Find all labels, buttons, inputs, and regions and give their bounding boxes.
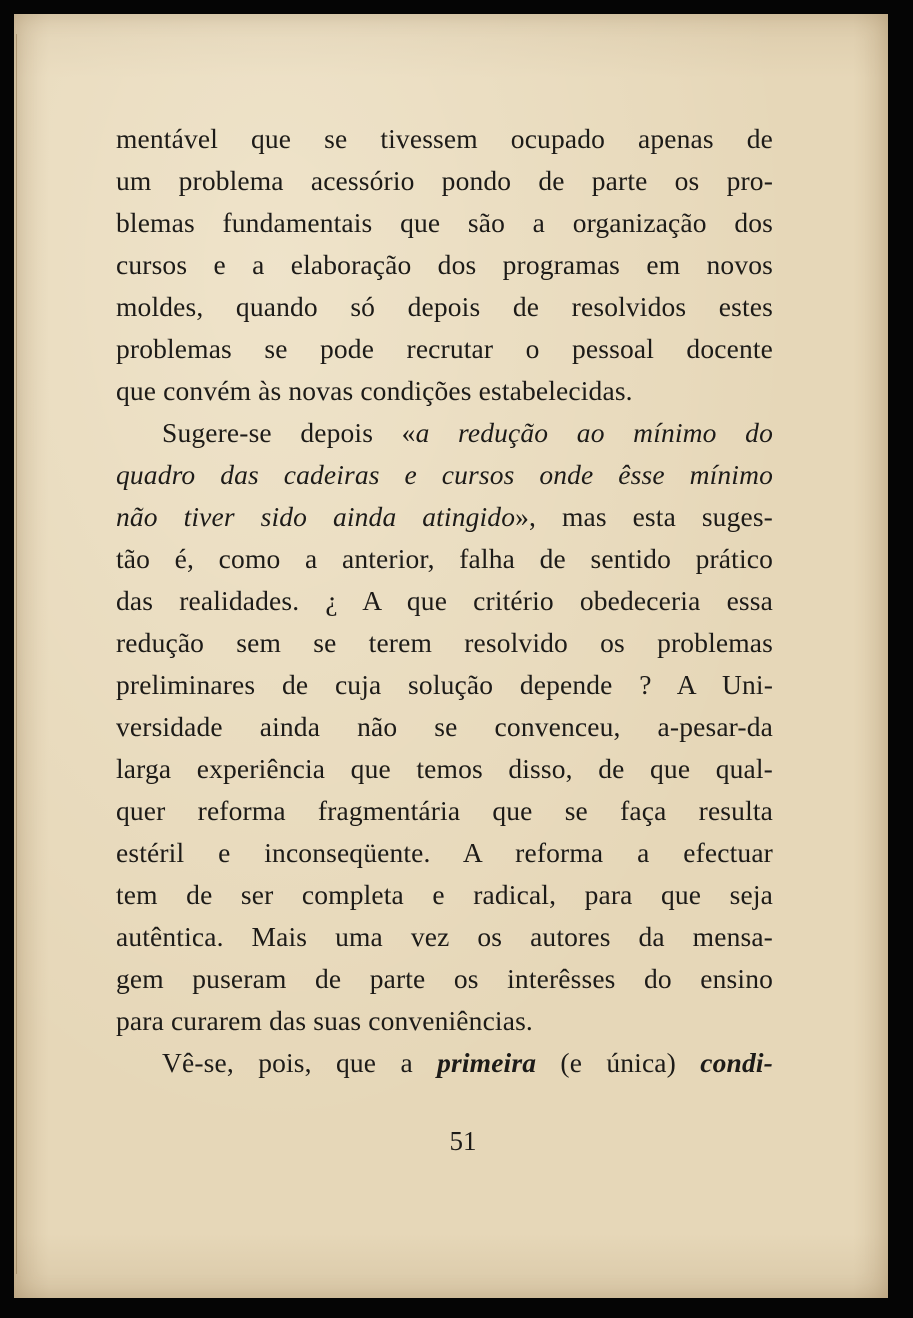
left-edge-mark: [16, 34, 17, 1274]
text-line: [116, 328, 773, 370]
text-line: [116, 622, 773, 664]
page-number-label: 51: [449, 1126, 477, 1156]
text-line: [116, 202, 773, 244]
text-segment: problemas se pode recrutar o pessoal docente: [116, 333, 773, 364]
text-segment: estéril e inconseqüente. A reforma a efectuar: [116, 837, 773, 868]
text-segment: Sugere-se depois «: [162, 417, 416, 448]
text-segment: redução sem se terem resolvido os problemas: [116, 627, 773, 658]
text-segment: que convém às novas condições estabelecidas.: [116, 375, 633, 406]
text-segment: larga experiência que temos disso, de que qual-: [116, 753, 773, 784]
text-line: [116, 412, 773, 454]
text-segment: tão é, como a anterior, falha de sentido prático: [116, 543, 773, 574]
text-line: [116, 1042, 773, 1084]
text-line: [116, 580, 773, 622]
text-segment: Vê-se, pois, que a: [162, 1047, 438, 1078]
text-line: [116, 664, 773, 706]
text-line: [116, 454, 773, 496]
text-line: [116, 748, 773, 790]
text-line: [116, 286, 773, 328]
text-segment: um problema acessório pondo de parte os pro-: [116, 165, 773, 196]
text-segment: (e única): [536, 1047, 701, 1078]
body-text: [116, 118, 773, 1084]
text-line: [116, 118, 773, 160]
text-segment: condi-: [700, 1047, 773, 1078]
text-line: [116, 958, 773, 1000]
text-segment: a redução ao mínimo do: [415, 417, 773, 448]
text-segment: tem de ser completa e radical, para que seja: [116, 879, 773, 910]
text-segment: versidade ainda não se convenceu, a-pesar-da: [116, 711, 773, 742]
text-segment: cursos e a elaboração dos programas em novos: [116, 249, 773, 280]
text-line: [116, 874, 773, 916]
text-line: [116, 1000, 773, 1042]
text-segment: quadro das cadeiras e cursos onde êsse mínimo: [116, 459, 773, 490]
text-line: [116, 832, 773, 874]
text-segment: das realidades. ¿ A que critério obedeceria essa: [116, 585, 773, 616]
text-line: [116, 790, 773, 832]
text-line: [116, 538, 773, 580]
text-segment: gem puseram de parte os interêsses do ensino: [116, 963, 773, 994]
text-segment: para curarem das suas conveniências.: [116, 1005, 533, 1036]
text-segment: », mas esta suges-: [515, 501, 773, 532]
text-segment: quer reforma fragmentária que se faça resulta: [116, 795, 773, 826]
text-line: [116, 370, 773, 412]
text-segment: autêntica. Mais uma vez os autores da mensa-: [116, 921, 773, 952]
text-segment: primeira: [437, 1047, 537, 1078]
text-line: [116, 160, 773, 202]
page-number: [14, 1126, 888, 1157]
text-segment: moldes, quando só depois de resolvidos estes: [116, 291, 773, 322]
book-page: [14, 14, 888, 1298]
text-segment: preliminares de cuja solução depende ? A Uni-: [116, 669, 773, 700]
text-segment: não tiver sido ainda atingido: [116, 501, 516, 532]
text-line: [116, 496, 773, 538]
text-segment: blemas fundamentais que são a organização dos: [116, 207, 773, 238]
text-line: [116, 916, 773, 958]
text-line: [116, 706, 773, 748]
text-segment: mentável que se tivessem ocupado apenas de: [116, 123, 773, 154]
text-line: [116, 244, 773, 286]
